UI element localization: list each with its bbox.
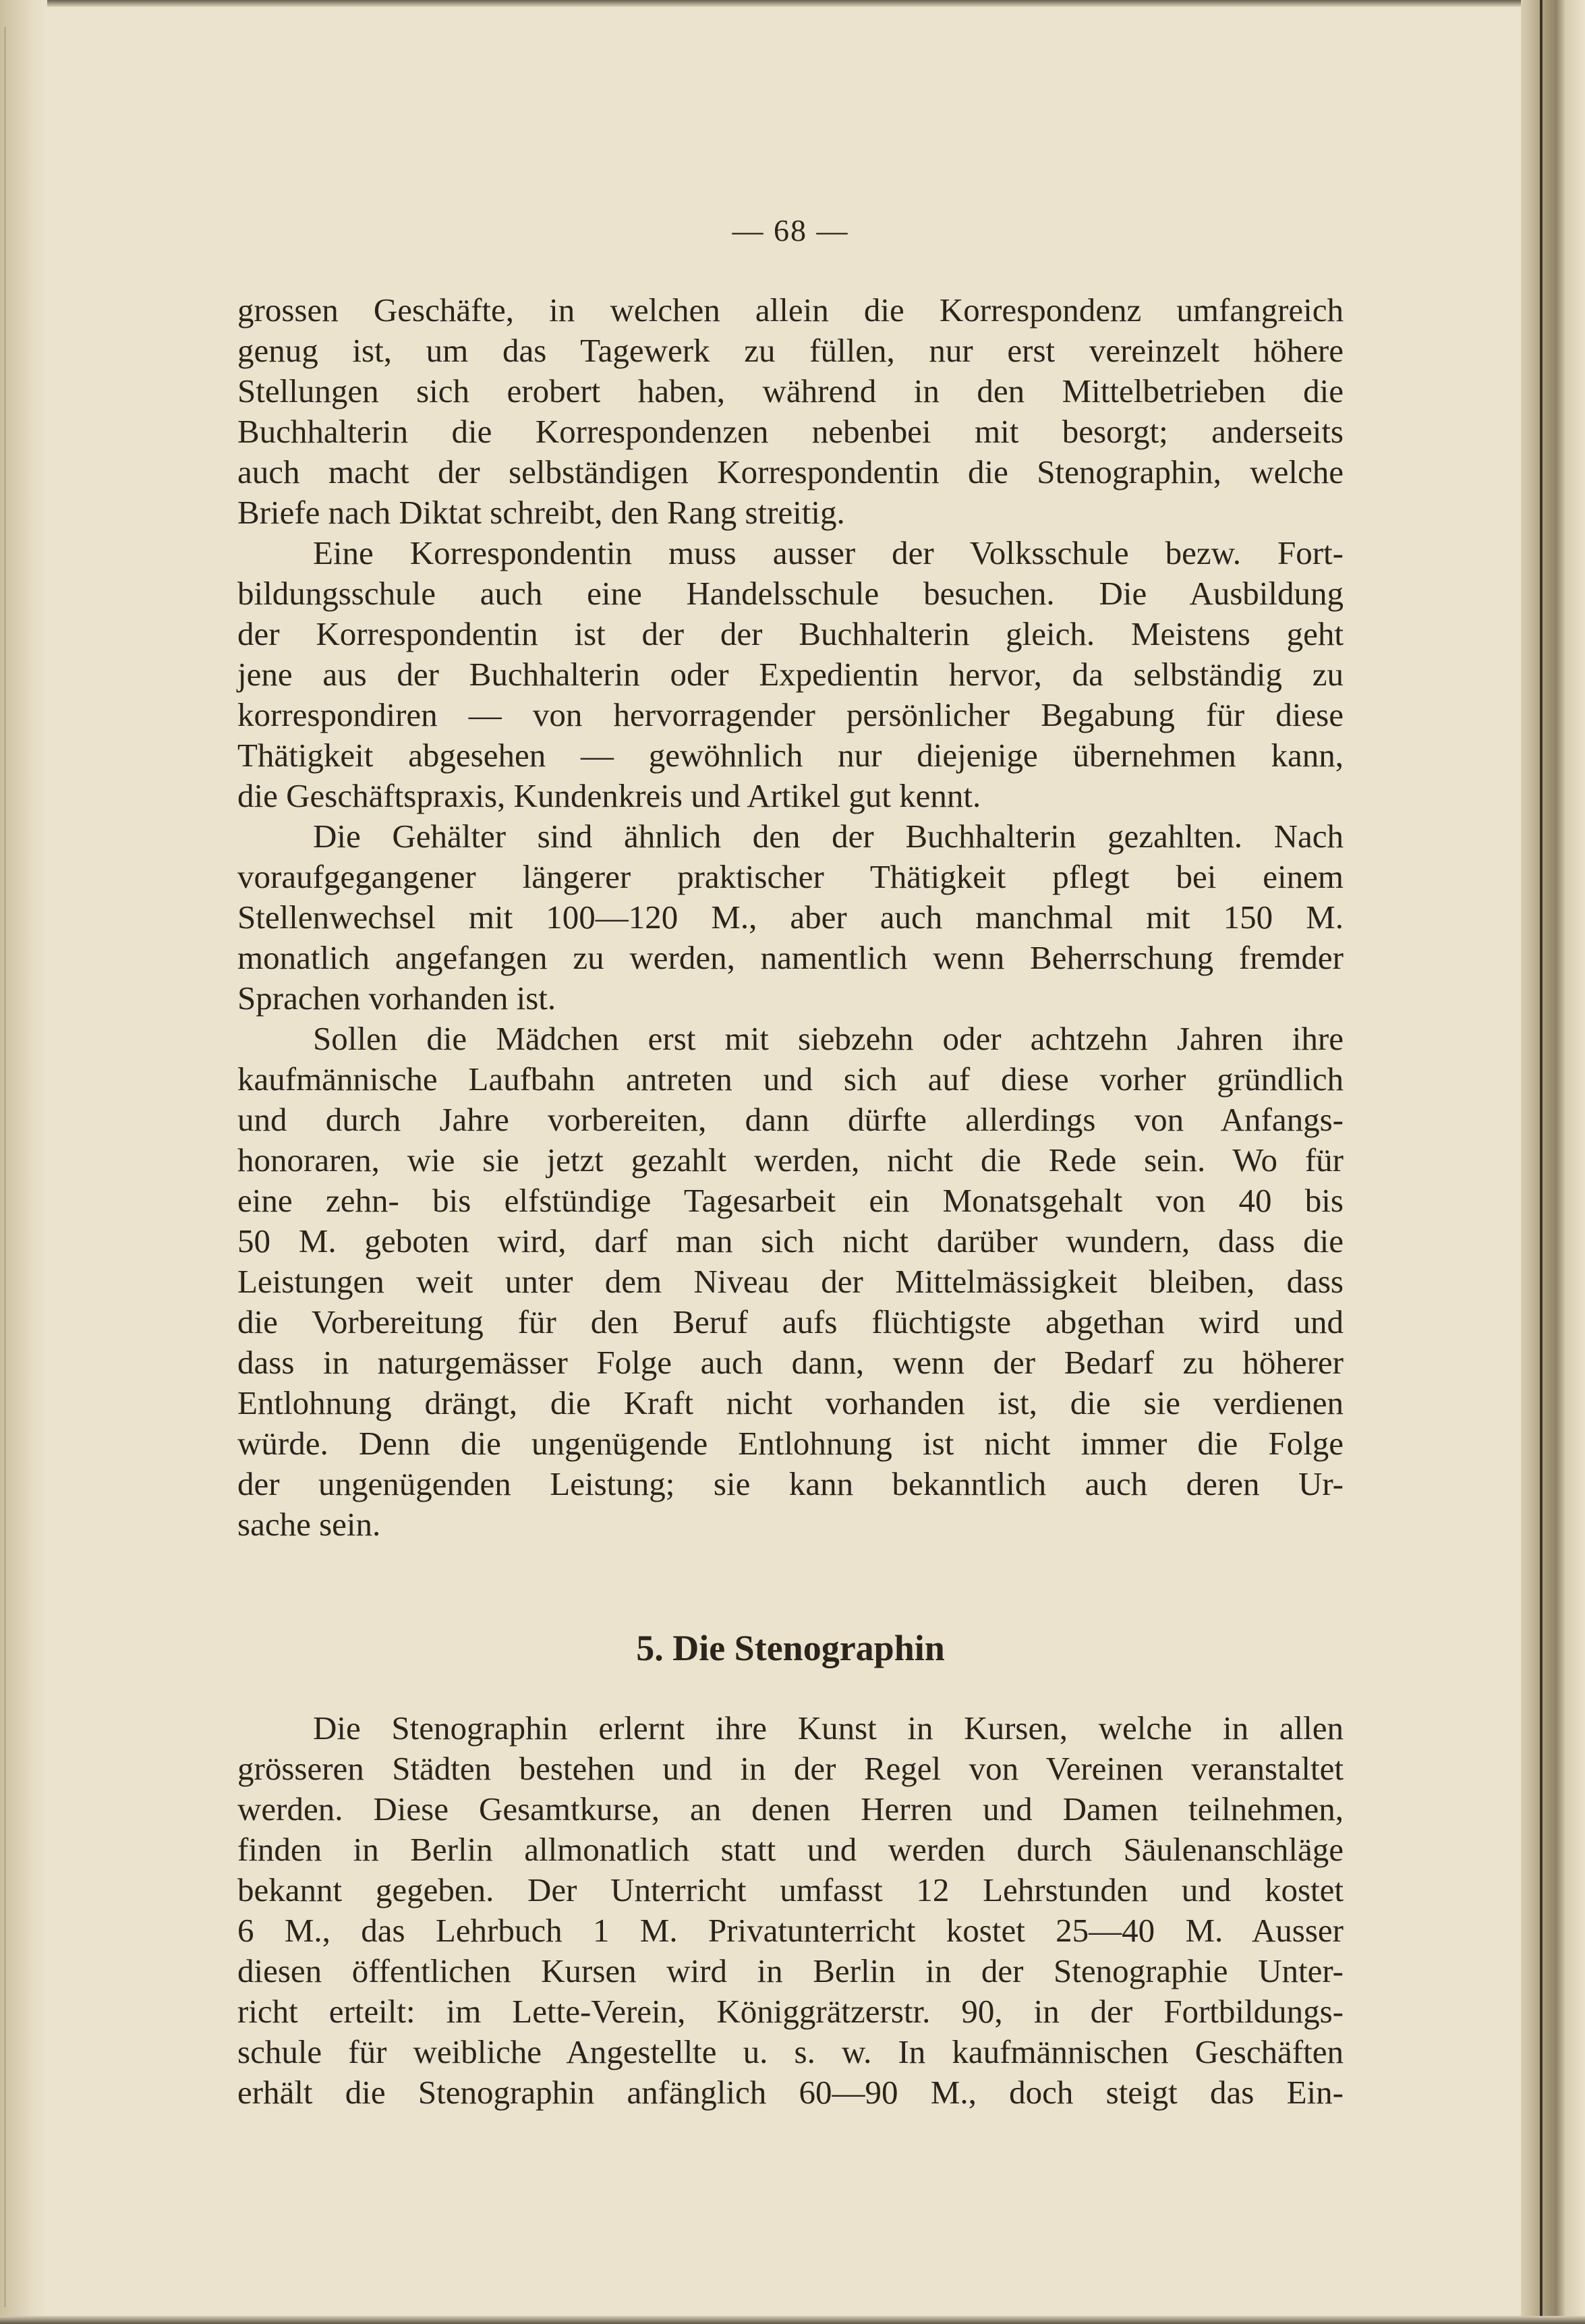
text-line: Die Gehälter sind ähnlich den der Buchhalterin gezahlten. Nach [313,818,1344,855]
text-line: Stellungen sich erobert haben, während in den Mittelbetrieben die [237,372,1344,409]
text-line: der ungenügenden Leistung; sie kann bekanntlich auch deren Ur- [237,1465,1344,1502]
text-line: werden. Diese Gesamtkurse, an denen Herren und Damen teilnehmen, [237,1790,1344,1827]
text-line: richt erteilt: im Lette-Verein, Königgrätzerstr. 90, in der Fortbildungs- [237,1993,1344,2030]
text-line: Entlohnung drängt, die Kraft nicht vorhanden ist, die sie verdienen [237,1384,1344,1421]
text-line: korrespondiren — von hervorragender persönlicher Begabung für diese [237,696,1344,733]
text-line: Briefe nach Diktat schreibt, den Rang streitig. [237,494,845,531]
text-line: der Korrespondentin ist der der Buchhalterin gleich. Meistens geht [237,615,1344,652]
text-line: die Vorbereitung für den Beruf aufs flüchtigste abgethan wird und [237,1303,1344,1340]
text-line: Sollen die Mädchen erst mit siebzehn oder achtzehn Jahren ihre [313,1020,1344,1057]
text-line: sache sein. [237,1506,381,1543]
text-line: kaufmännische Laufbahn antreten und sich auf diese vorher gründlich [237,1060,1344,1098]
text-line: schule für weibliche Angestellte u. s. w. In kaufmännischen Geschäften [237,2033,1344,2070]
text-line: bekannt gegeben. Der Unterricht umfasst 12 Lehrstunden und kostet [237,1871,1344,1908]
text-line: 50 M. geboten wird, darf man sich nicht darüber wundern, dass die [237,1222,1344,1259]
paragraphs-bottom [237,1708,1344,2113]
book-gutter-line [1540,0,1543,2324]
text-line: finden in Berlin allmonatlich statt und werden durch Säulenanschläge [237,1831,1344,1868]
text-line: würde. Denn die ungenügende Entlohnung ist nicht immer die Folge [237,1425,1344,1462]
text-line: voraufgegangener längerer praktischer Thätigkeit pflegt bei einem [237,858,1344,895]
text-line: eine zehn- bis elfstündige Tagesarbeit ein Monatsgehalt von 40 bis [237,1182,1344,1219]
text-line: Sprachen vorhanden ist. [237,980,556,1017]
text-line: grösseren Städten bestehen und in der Regel von Vereinen veranstaltet [237,1750,1344,1787]
text-line: genug ist, um das Tagewerk zu füllen, nur erst vereinzelt höhere [237,332,1344,369]
text-line: grossen Geschäfte, in welchen allein die Korrespondenz umfangreich [237,291,1344,329]
paragraphs-top [237,290,1344,1545]
text-line: monatlich angefangen zu werden, namentlich wenn Beherrschung fremder [237,939,1344,976]
text-line: die Geschäftspraxis, Kundenkreis und Artikel gut kennt. [237,777,981,814]
section-heading: 5. Die Stenographin [636,1628,945,1668]
text-line: erhält die Stenographin anfänglich 60—90 M., doch steigt das Ein- [237,2074,1344,2111]
text-line: diesen öffentlichen Kursen wird in Berlin in der Stenographie Unter- [237,1952,1344,1989]
text-line: Eine Korrespondentin muss ausser der Volksschule bezw. Fort- [313,534,1344,571]
text-line: bildungsschule auch eine Handelsschule besuchen. Die Ausbildung [237,575,1344,612]
text-line: Thätigkeit abgesehen — gewöhnlich nur diejenige übernehmen kann, [237,737,1344,774]
text-line: Die Stenographin erlernt ihre Kunst in Kursen, welche in allen [313,1709,1344,1747]
text-line: Stellenwechsel mit 100—120 M., aber auch manchmal mit 150 M. [237,899,1344,936]
page-number: — 68 — [732,213,849,248]
text-line: auch macht der selbständigen Korrespondentin die Stenographin, welche [237,453,1344,490]
page-content [237,0,1344,2324]
text-line: Leistungen weit unter dem Niveau der Mittelmässigkeit bleiben, dass [237,1263,1344,1300]
text-line: dass in naturgemässer Folge auch dann, wenn der Bedarf zu höherer [237,1344,1344,1381]
text-line: Buchhalterin die Korrespondenzen nebenbei mit besorgt; anderseits [237,413,1344,450]
page-left-edge [0,0,47,2324]
text-line: honoraren, wie sie jetzt gezahlt werden, nicht die Rede sein. Wo für [237,1141,1344,1179]
text-line: und durch Jahre vorbereiten, dann dürfte allerdings von Anfangs- [237,1101,1344,1138]
book-gutter [1521,0,1585,2324]
text-line: jene aus der Buchhalterin oder Expedientin hervor, da selbständig zu [237,656,1344,693]
page-left-crease [4,27,6,2307]
text-line: 6 M., das Lehrbuch 1 M. Privatunterricht kostet 25—40 M. Ausser [237,1912,1344,1949]
